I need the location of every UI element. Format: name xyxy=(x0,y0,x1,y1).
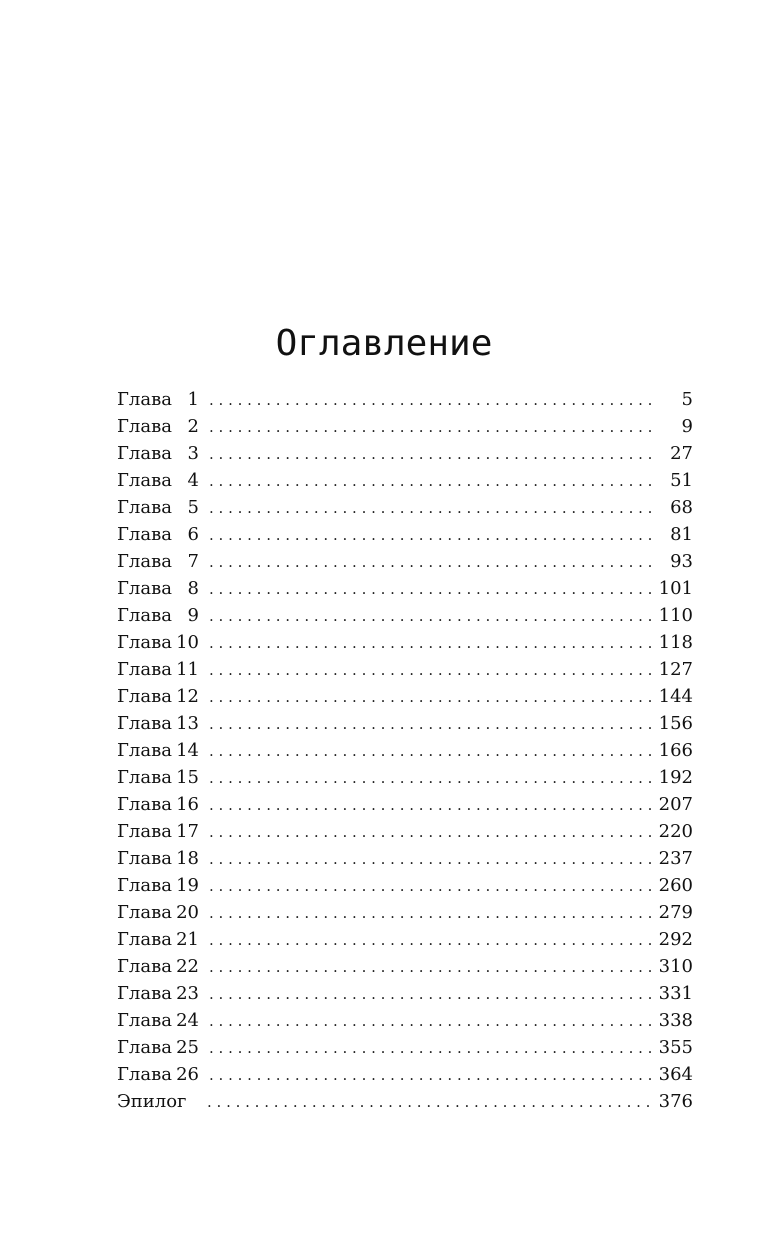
toc-entry-label xyxy=(117,602,201,629)
toc-entry-word: Глава xyxy=(117,389,172,410)
toc-entry-label xyxy=(117,899,201,926)
toc-entry xyxy=(117,1088,693,1115)
dot-leader xyxy=(209,900,651,927)
toc-entry-word: Глава xyxy=(117,929,172,950)
toc-entry-label xyxy=(117,521,201,548)
dot-leader xyxy=(209,1008,651,1035)
toc-entry-word: Глава xyxy=(117,632,172,653)
toc-entry-word: Глава xyxy=(117,902,172,923)
toc-entry-label xyxy=(117,656,201,683)
toc-entry-number: 3 xyxy=(187,443,199,464)
toc-entry-page-number: 93 xyxy=(670,551,693,572)
toc-entry-number: 14 xyxy=(176,740,199,761)
dot-leader xyxy=(209,819,651,846)
toc-entry-number: 19 xyxy=(176,875,199,896)
toc-entry-label xyxy=(117,1034,201,1061)
toc-entry-number: 6 xyxy=(187,524,199,545)
toc-entry-number: 15 xyxy=(176,767,199,788)
toc-entry xyxy=(117,683,693,710)
toc-entry-label xyxy=(117,980,201,1007)
toc-entry-number: 1 xyxy=(187,389,199,410)
toc-entry-word: Глава xyxy=(117,740,172,761)
toc-entry xyxy=(117,413,693,440)
toc-entry-word: Глава xyxy=(117,470,172,491)
toc-entry-number: 20 xyxy=(176,902,199,923)
toc-entry-word: Глава xyxy=(117,956,172,977)
dot-leader xyxy=(209,522,651,549)
toc-entry-number: 24 xyxy=(176,1010,199,1031)
dot-leader xyxy=(209,387,651,414)
toc-entry-number: 5 xyxy=(187,497,199,518)
toc-entry-page-number: 338 xyxy=(658,1010,693,1031)
toc-entry-word: Эпилог xyxy=(117,1091,187,1112)
toc-entry-word: Глава xyxy=(117,767,172,788)
toc-entry-number: 21 xyxy=(176,929,199,950)
dot-leader xyxy=(209,711,651,738)
toc-entry-word: Глава xyxy=(117,1064,172,1085)
dot-leader xyxy=(207,1089,651,1116)
toc-entry-label xyxy=(117,440,201,467)
dot-leader xyxy=(209,927,651,954)
toc-entry-label xyxy=(117,926,201,953)
toc-entry-number: 22 xyxy=(176,956,199,977)
toc-entry-page-number: 279 xyxy=(658,902,693,923)
toc-entry-page-number: 9 xyxy=(681,416,693,437)
dot-leader xyxy=(209,792,651,819)
toc-entry xyxy=(117,521,693,548)
toc-entry xyxy=(117,872,693,899)
toc-entry-page-number: 68 xyxy=(670,497,693,518)
toc-entry-word: Глава xyxy=(117,794,172,815)
toc-entry-label xyxy=(117,710,201,737)
toc-entry-label xyxy=(117,494,201,521)
toc-entry xyxy=(117,845,693,872)
toc-entry xyxy=(117,1007,693,1034)
dot-leader xyxy=(209,684,651,711)
toc-entry-page-number: 364 xyxy=(658,1064,693,1085)
toc-entry-page-number: 192 xyxy=(658,767,693,788)
toc-entry-word: Глава xyxy=(117,524,172,545)
toc-entry-label xyxy=(117,818,201,845)
toc-entry-word: Глава xyxy=(117,659,172,680)
toc-entry-label xyxy=(117,683,201,710)
toc-entry-word: Глава xyxy=(117,686,172,707)
toc-entry xyxy=(117,494,693,521)
toc-entry xyxy=(117,1061,693,1088)
toc-entry xyxy=(117,737,693,764)
toc-entry xyxy=(117,710,693,737)
dot-leader xyxy=(209,981,651,1008)
toc-entry xyxy=(117,953,693,980)
dot-leader xyxy=(209,630,651,657)
toc-entry-page-number: 237 xyxy=(658,848,693,869)
toc-entry-page-number: 27 xyxy=(670,443,693,464)
toc-entry-page-number: 156 xyxy=(658,713,693,734)
dot-leader xyxy=(209,765,651,792)
toc-entry-word: Глава xyxy=(117,1010,172,1031)
dot-leader xyxy=(209,468,651,495)
toc-entry-label xyxy=(117,1061,201,1088)
toc-entry-word: Глава xyxy=(117,497,172,518)
toc-entry xyxy=(117,818,693,845)
toc-entry-page-number: 51 xyxy=(670,470,693,491)
dot-leader xyxy=(209,954,651,981)
toc-entry xyxy=(117,629,693,656)
dot-leader xyxy=(209,657,651,684)
toc-entry xyxy=(117,548,693,575)
toc-entry-page-number: 260 xyxy=(658,875,693,896)
toc-entry-word: Глава xyxy=(117,443,172,464)
toc-entry-number: 18 xyxy=(176,848,199,869)
table-of-contents xyxy=(117,386,693,1115)
toc-entry-label xyxy=(117,737,201,764)
toc-entry-number: 25 xyxy=(176,1037,199,1058)
dot-leader xyxy=(209,576,651,603)
toc-entry-word: Глава xyxy=(117,848,172,869)
toc-entry-number: 26 xyxy=(176,1064,199,1085)
toc-entry xyxy=(117,575,693,602)
dot-leader xyxy=(209,549,651,576)
toc-entry-number: 9 xyxy=(187,605,199,626)
page-title: Оглавление xyxy=(275,323,493,364)
toc-entry xyxy=(117,980,693,1007)
toc-entry-number: 10 xyxy=(176,632,199,653)
toc-entry-label xyxy=(117,872,201,899)
toc-entry-label xyxy=(117,1007,201,1034)
dot-leader xyxy=(209,414,651,441)
dot-leader xyxy=(209,1062,651,1089)
toc-entry-number: 23 xyxy=(176,983,199,1004)
toc-entry-page-number: 5 xyxy=(681,389,693,410)
toc-entry-number: 4 xyxy=(187,470,199,491)
toc-entry-number: 12 xyxy=(176,686,199,707)
toc-entry-number: 13 xyxy=(176,713,199,734)
toc-entry-label xyxy=(117,629,201,656)
toc-entry-label xyxy=(117,386,201,413)
dot-leader xyxy=(209,873,651,900)
toc-entry-word: Глава xyxy=(117,551,172,572)
toc-entry-number: 7 xyxy=(187,551,199,572)
dot-leader xyxy=(209,846,651,873)
toc-entry xyxy=(117,764,693,791)
toc-entry xyxy=(117,602,693,629)
toc-entry xyxy=(117,1034,693,1061)
toc-entry-page-number: 101 xyxy=(658,578,693,599)
toc-entry-word: Глава xyxy=(117,713,172,734)
toc-entry-number: 16 xyxy=(176,794,199,815)
toc-entry-page-number: 166 xyxy=(658,740,693,761)
dot-leader xyxy=(209,603,651,630)
toc-entry-word: Глава xyxy=(117,605,172,626)
toc-entry-number: 17 xyxy=(176,821,199,842)
toc-entry-page-number: 110 xyxy=(658,605,693,626)
toc-entry-label xyxy=(117,413,201,440)
toc-entry-label xyxy=(117,791,201,818)
toc-entry xyxy=(117,440,693,467)
toc-entry-page-number: 310 xyxy=(658,956,693,977)
toc-entry-word: Глава xyxy=(117,821,172,842)
toc-entry-page-number: 144 xyxy=(658,686,693,707)
toc-entry-label xyxy=(117,575,201,602)
toc-entry xyxy=(117,467,693,494)
toc-entry xyxy=(117,791,693,818)
toc-entry-label xyxy=(117,548,201,575)
toc-entry-page-number: 118 xyxy=(658,632,693,653)
dot-leader xyxy=(209,441,651,468)
toc-entry-page-number: 220 xyxy=(658,821,693,842)
toc-entry xyxy=(117,386,693,413)
toc-entry-label xyxy=(117,845,201,872)
toc-entry-number: 2 xyxy=(187,416,199,437)
toc-entry-label xyxy=(117,764,201,791)
toc-entry-word: Глава xyxy=(117,578,172,599)
toc-entry-word: Глава xyxy=(117,416,172,437)
toc-entry-page-number: 376 xyxy=(658,1091,693,1112)
toc-entry xyxy=(117,656,693,683)
toc-entry-page-number: 292 xyxy=(658,929,693,950)
dot-leader xyxy=(209,495,651,522)
toc-entry-word: Глава xyxy=(117,983,172,1004)
toc-entry-label xyxy=(117,467,201,494)
toc-entry xyxy=(117,926,693,953)
toc-entry-page-number: 81 xyxy=(670,524,693,545)
dot-leader xyxy=(209,1035,651,1062)
toc-entry xyxy=(117,899,693,926)
toc-entry-page-number: 355 xyxy=(658,1037,693,1058)
toc-entry-label xyxy=(117,953,201,980)
toc-entry-number: 11 xyxy=(176,659,199,680)
toc-entry-word: Глава xyxy=(117,875,172,896)
toc-entry-label xyxy=(117,1088,199,1115)
toc-entry-word: Глава xyxy=(117,1037,172,1058)
toc-entry-page-number: 127 xyxy=(658,659,693,680)
dot-leader xyxy=(209,738,651,765)
toc-entry-page-number: 207 xyxy=(658,794,693,815)
toc-entry-page-number: 331 xyxy=(658,983,693,1004)
toc-entry-number: 8 xyxy=(187,578,199,599)
